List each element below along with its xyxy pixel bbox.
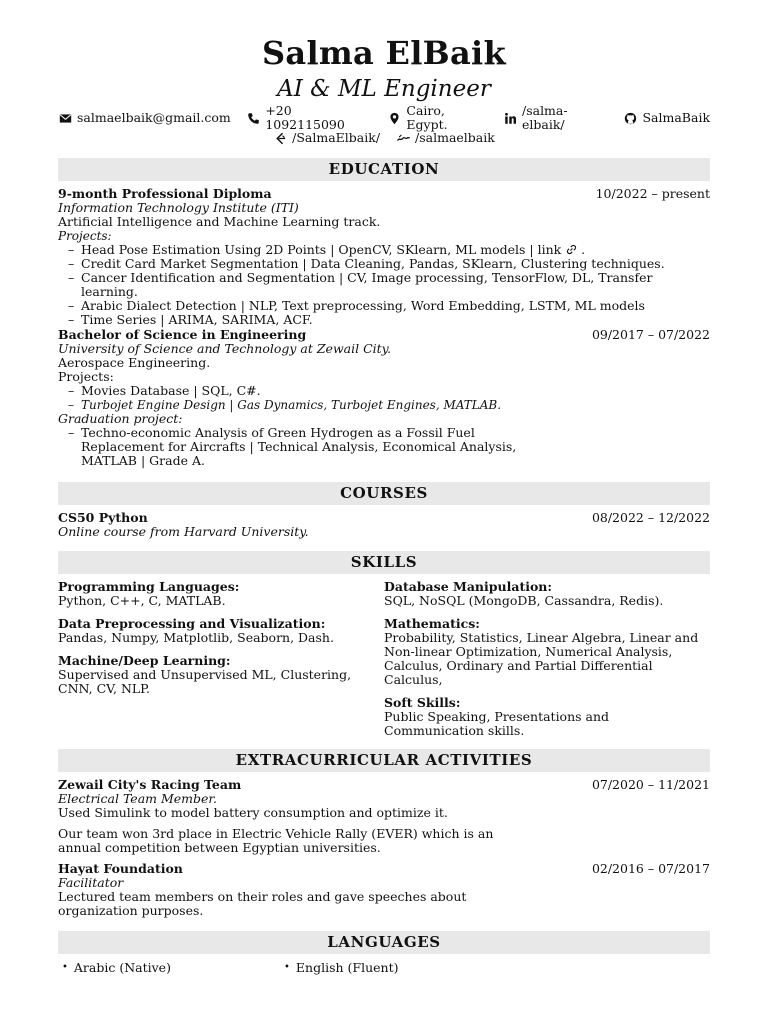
envelope-icon [58, 111, 72, 125]
candidate-name: Salma ElBaik [262, 34, 506, 72]
education-heading: EDUCATION [58, 158, 710, 181]
skill-value: Supervised and Unsupervised ML, Clustering, CNN, CV, NLP. [58, 667, 352, 696]
racing-date: 07/2020 – 11/2021 [591, 777, 710, 792]
education-section [58, 181, 710, 468]
kaggle-text: /salmaelbaik [415, 130, 495, 145]
list-item: – Turbojet Engine Design | Gas Dynamics, Turbojet Engines, MATLAB. [68, 398, 710, 412]
hayat-date: 02/2016 – 07/2017 [591, 861, 710, 876]
skill-group [58, 580, 384, 608]
courses-section [58, 505, 710, 539]
leetcode-text: /SalmaElbaik/ [292, 130, 381, 145]
racing-header-row [58, 778, 710, 792]
iti-date: 10/2022 – present [595, 186, 710, 201]
leetcode-item[interactable] [273, 131, 380, 145]
skill-value: Python, C++, C, MATLAB. [58, 593, 226, 608]
phone-text: +20 1092115090 [265, 103, 345, 132]
hayat-header-row [58, 862, 710, 876]
hayat-org: Hayat Foundation [58, 861, 183, 876]
course-desc: Online course from Harvard University. [58, 524, 309, 539]
zewail-school: University of Science and Technology at Zewail City. [58, 341, 392, 356]
skill-value: Pandas, Numpy, Matplotlib, Seaborn, Dash. [58, 630, 334, 645]
github-text: SalmaBaik [642, 110, 711, 125]
iti-degree: 9-month Professional Diploma [58, 186, 272, 201]
zewail-major: Aerospace Engineering. [58, 355, 211, 370]
language-text: Arabic (Native) [73, 960, 171, 975]
skills-right-column [384, 580, 710, 747]
racing-desc-2: Our team won 3rd place in Electric Vehicle Rally (EVER) which is an annual competition between Egyptian universities. [58, 826, 494, 855]
email-text: salmaelbaik@gmail.com [77, 110, 231, 125]
skill-group [58, 654, 384, 696]
iti-projects-list [68, 243, 710, 327]
courses-heading: COURSES [58, 482, 710, 505]
skill-group [58, 617, 384, 645]
link-icon[interactable] [565, 244, 577, 256]
github-item[interactable] [623, 111, 710, 125]
phone-item[interactable] [247, 104, 372, 132]
leetcode-icon [273, 131, 287, 145]
map-pin-icon [388, 111, 402, 125]
skills-section [58, 574, 710, 747]
extracurricular-section [58, 772, 710, 918]
list-item: – Time Series | ARIMA, SARIMA, ACF. [68, 313, 710, 327]
list-item: – Credit Card Market Segmentation | Data Cleaning, Pandas, SKlearn, Clustering techniques. [68, 257, 710, 271]
zewail-header-row [58, 328, 710, 342]
skills-heading: SKILLS [58, 551, 710, 574]
project-link-suffix: . [577, 242, 586, 257]
graduation-project-label: Graduation project: [58, 411, 183, 426]
iti-header-row [58, 187, 710, 201]
iti-projects-label: Projects: [58, 229, 112, 243]
contact-row-2 [58, 130, 710, 146]
list-item: – Movies Database | SQL, C#. [68, 384, 710, 398]
kaggle-item[interactable] [396, 131, 495, 145]
languages-heading: LANGUAGES [58, 931, 710, 954]
zewail-projects-list [68, 384, 710, 412]
language-text: English (Fluent) [295, 960, 399, 975]
email-item[interactable] [58, 111, 231, 125]
zewail-degree: Bachelor of Science in Engineering [58, 327, 307, 342]
zewail-projects-label: Projects: [58, 369, 114, 384]
extracurricular-heading: EXTRACURRICULAR ACTIVITIES [58, 749, 710, 772]
skill-group [384, 696, 710, 738]
phone-icon [247, 111, 261, 125]
linkedin-text: /salma-elbaik/ [521, 103, 568, 132]
list-item: – Arabic Dialect Detection | NLP, Text preprocessing, Word Embedding, LSTM, ML models [68, 299, 710, 313]
skill-label: Mathematics: [384, 616, 480, 631]
github-icon [623, 111, 637, 125]
zewail-date: 09/2017 – 07/2022 [591, 327, 710, 342]
skill-label: Machine/Deep Learning: [58, 653, 231, 668]
list-item: – Cancer Identification and Segmentation | CV, Image processing, TensorFlow, DL, Transfer learning. [68, 271, 710, 299]
linkedin-item[interactable] [503, 104, 607, 132]
languages-section [58, 954, 710, 975]
list-item: – Techno-economic Analysis of Green Hydrogen as a Fossil Fuel Replacement for Aircrafts | Technical Analysis, Economical Analysis, MATLAB | Grade A. [68, 426, 710, 468]
course-header-row [58, 511, 710, 525]
skill-group [384, 580, 710, 608]
racing-org: Zewail City's Racing Team [58, 777, 242, 792]
list-item [68, 243, 710, 257]
skill-label: Programming Languages: [58, 579, 240, 594]
bullet-icon: • [284, 962, 290, 973]
location-item [388, 104, 488, 132]
project-text: Head Pose Estimation Using 2D Points | OpenCV, SKlearn, ML models | link [81, 242, 562, 257]
skill-label: Soft Skills: [384, 695, 461, 710]
course-date: 08/2022 – 12/2022 [591, 510, 710, 525]
racing-desc-1: Used Simulink to model battery consumption and optimize it. [58, 805, 448, 820]
hayat-desc: Lectured team members on their roles and gave speeches about organization purposes. [58, 889, 467, 918]
kaggle-icon [396, 131, 410, 145]
graduation-projects-list [68, 426, 710, 468]
racing-role: Electrical Team Member. [58, 791, 218, 806]
location-text: Cairo, Egypt. [406, 103, 448, 132]
skill-value: Public Speaking, Presentations and Communication skills. [384, 709, 610, 738]
skill-value: SQL, NoSQL (MongoDB, Cassandra, Redis). [384, 593, 664, 608]
skill-group [384, 617, 710, 687]
bullet-icon: • [62, 962, 68, 973]
hayat-role: Facilitator [58, 875, 124, 890]
iti-track: Artificial Intelligence and Machine Learning track. [58, 214, 381, 229]
contact-row-1 [58, 103, 711, 132]
course-name: CS50 Python [58, 510, 148, 525]
linkedin-icon [503, 111, 517, 125]
skills-left-column [58, 580, 384, 747]
candidate-role: AI & ML Engineer [277, 76, 491, 102]
iti-school: Information Technology Institute (ITI) [58, 200, 299, 215]
skill-label: Data Preprocessing and Visualization: [58, 616, 326, 631]
language-item [284, 961, 398, 975]
skill-value: Probability, Statistics, Linear Algebra, Linear and Non-linear Optimization, Numerical Analysis, Calculus, Ordinary and Partial Differential Calculus, [384, 630, 699, 687]
skill-label: Database Manipulation: [384, 579, 553, 594]
language-item [58, 961, 284, 975]
